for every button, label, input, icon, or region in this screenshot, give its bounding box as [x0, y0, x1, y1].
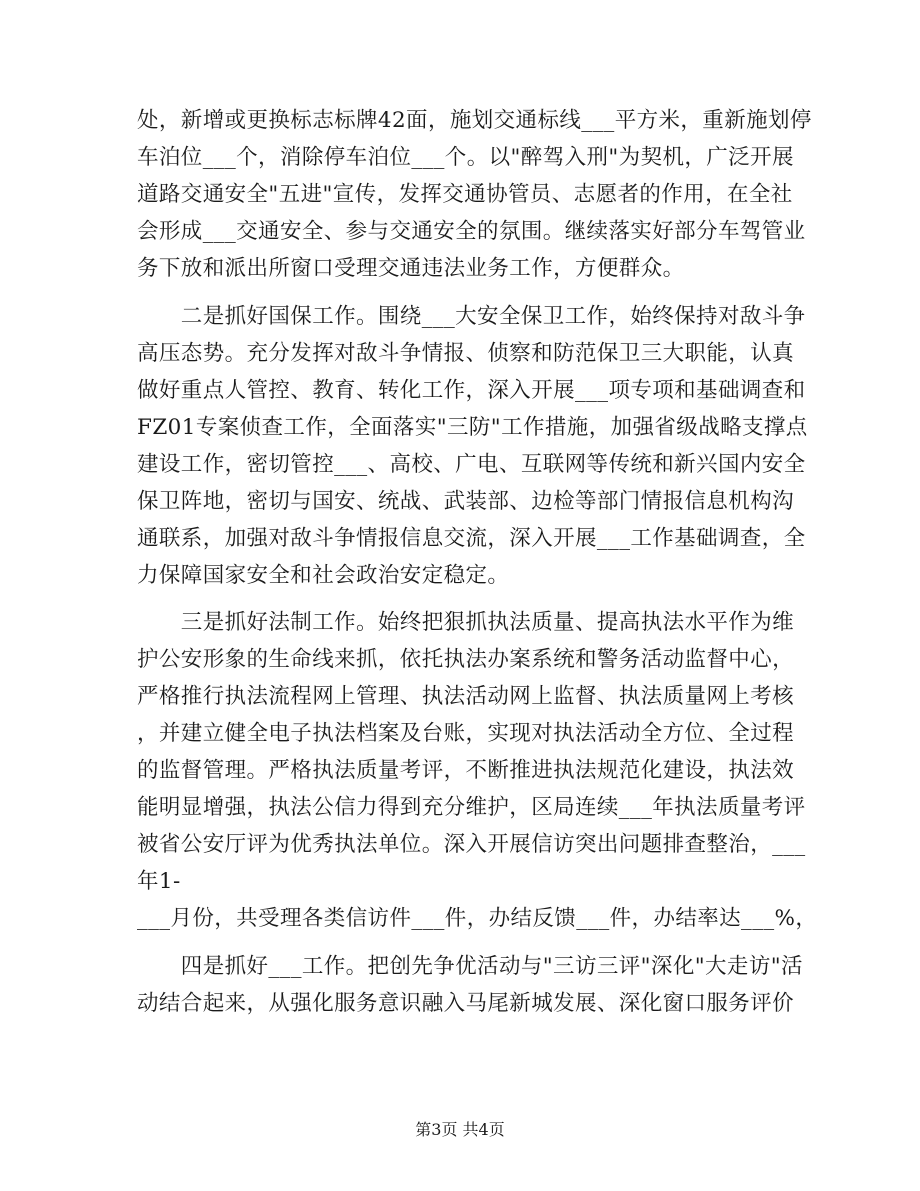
page-number-footer: 第3页 共4页 [415, 1120, 505, 1139]
text-line: 被省公安厅评为优秀执法单位。深入开展信访突出问题排查整治，___ [137, 832, 806, 857]
text-line: 车泊位___个，消除停车泊位___个。以"醉驾入刑"为契机，广泛开展 [137, 145, 794, 170]
paragraph-excellence-work [137, 948, 803, 1022]
text-line: 会形成___交通安全、参与交通安全的氛围。继续落实好部分车驾管业 [137, 219, 806, 244]
paragraph-spacer [137, 937, 787, 948]
text-line: 三是抓好法制工作。始终把狠抓执法质量、提高执法水平作为维 [137, 610, 795, 635]
paragraph-national-security [137, 298, 808, 594]
text-line: 力保障国家安全和社会政治安定稳定。 [137, 562, 510, 588]
text-line: 处，新增或更换标志标牌42面，施划交通标线___平方米，重新施划停 [137, 108, 812, 133]
text-line: 的监督管理。严格执法质量考评，不断推进执法规范化建设，执法效 [137, 758, 795, 783]
document-body [137, 102, 818, 1022]
text-line: 保卫阵地，密切与国安、统战、武装部、边检等部门情报信息机构沟 [137, 488, 795, 514]
text-line: 四是抓好___工作。把创先争优活动与"三访三评"深化"大走访"活 [137, 953, 803, 979]
text-line: ，并建立健全电子执法档案及台账，实现对执法活动全方位、全过程 [137, 721, 795, 746]
text-line: 护公安形象的生命线来抓，依托执法办案系统和警务活动监督中心， [137, 647, 795, 672]
text-line: 做好重点人管控、教育、转化工作，深入开展___项专项和基础调查和 [137, 377, 806, 403]
paragraph-traffic-continued [137, 102, 812, 287]
paragraph-spacer [137, 287, 787, 298]
text-line: 务下放和派出所窗口受理交通违法业务工作，方便群众。 [137, 256, 685, 281]
text-line: 能明显增强，执法公信力得到充分维护，区局连续___年执法质量考评 [137, 795, 806, 820]
text-line: 动结合起来，从强化服务意识融入马尾新城发展、深化窗口服务评价 [137, 990, 795, 1016]
paragraph-spacer [137, 594, 787, 605]
text-line: FZ01专案侦查工作，全面落实"三防"工作措施，加强省级战略支撑点 [137, 414, 808, 440]
text-line: 年1- [137, 869, 181, 894]
text-line: 建设工作，密切管控___、高校、广电、互联网等传统和新兴国内安全 [137, 451, 806, 477]
text-line: 道路交通安全"五进"宣传，发挥交通协管员、志愿者的作用，在全社 [137, 182, 793, 207]
text-line: 通联系，加强对敌斗争情报信息交流，深入开展___工作基础调查，全 [137, 525, 806, 551]
text-line: 严格推行执法流程网上管理、执法活动网上监督、执法质量网上考核 [137, 684, 795, 709]
paragraph-legal-work [137, 604, 818, 937]
text-line: ___月份，共受理各类信访件___件，办结反馈___件，办结率达___%， [137, 906, 818, 931]
text-line: 二是抓好国保工作。围绕___大安全保卫工作，始终保持对敌斗争 [137, 303, 806, 329]
text-line: 高压态势。充分发挥对敌斗争情报、侦察和防范保卫三大职能，认真 [137, 340, 795, 366]
